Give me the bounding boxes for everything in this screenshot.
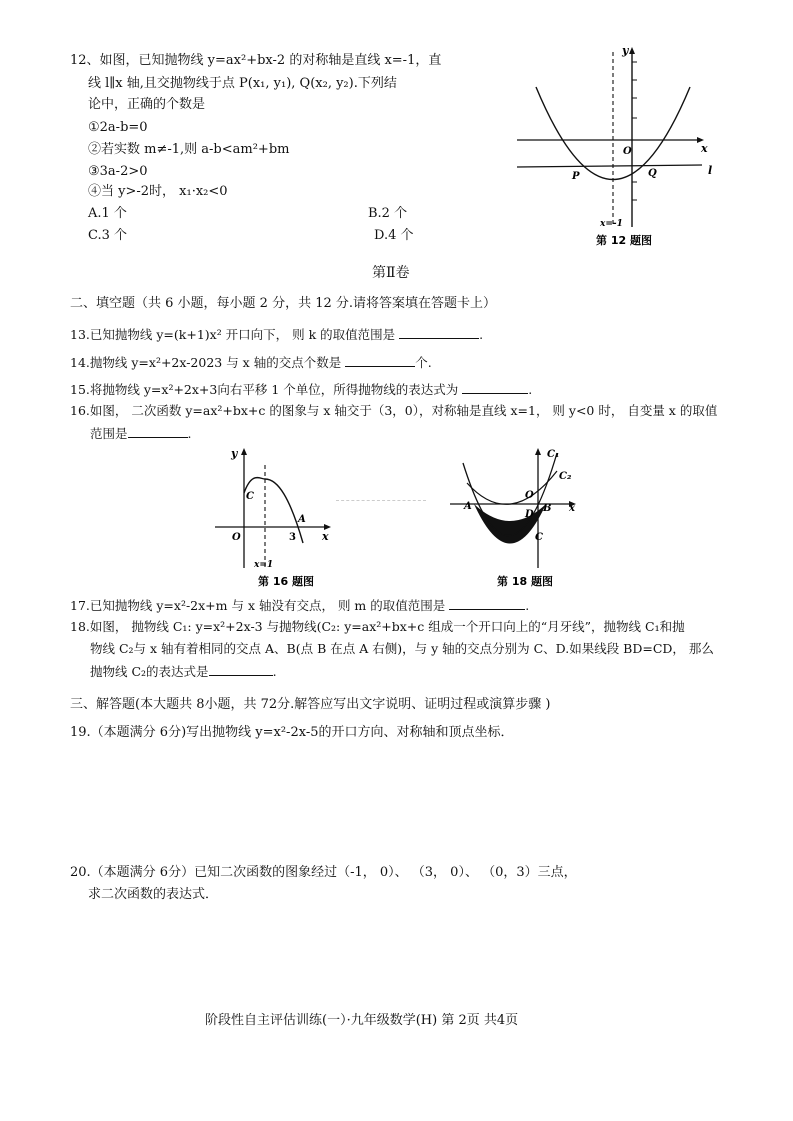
q16-answer-blank[interactable] xyxy=(128,424,188,438)
q14-answer-blank[interactable] xyxy=(345,353,415,367)
q20-line2: 求二次函数的表达式． xyxy=(88,887,219,902)
figure-12 xyxy=(512,42,717,252)
q13-answer-blank[interactable] xyxy=(399,325,479,339)
q12-statement-2: ②若实数 m≠-1,则 a-b<am²+bm xyxy=(88,142,290,157)
q12-statement-1: ①2a-b=0 xyxy=(88,120,148,135)
fig16-caption: 第 16 题图 xyxy=(258,575,314,588)
q17-answer-blank[interactable] xyxy=(449,596,525,610)
q15-answer-blank[interactable] xyxy=(462,380,528,394)
q14-text: 14.抛物线 y=x²+2x-2023 与 x 轴的交点个数是 xyxy=(70,355,342,370)
scan-artifact xyxy=(336,500,426,502)
q18-end: . xyxy=(272,664,277,679)
fig12-y-label: y xyxy=(622,44,629,57)
q16-end: . xyxy=(187,426,192,441)
fig12-l-label: l xyxy=(708,164,713,177)
q12-line3: 论中，正确的个数是 xyxy=(88,97,206,112)
q17-end: . xyxy=(525,598,530,613)
q16-line1: 16.如图， 二次函数 y=ax²+bx+c 的图象与 x 轴交于（3，0），对称轴是直线 x=1， 则 y<0 时， 自变量 x 的取值 xyxy=(70,403,718,418)
q17 xyxy=(70,596,529,614)
fig16-x-label: x xyxy=(322,530,329,543)
fig16-axis-label: x=1 xyxy=(254,560,274,570)
fig12-origin-label: O xyxy=(623,146,632,157)
q20-line1: 20.（本题满分 6分）已知二次函数的图象经过（-1， 0）、 （3， 0）、 （0，3）三点， xyxy=(70,865,577,880)
q16-line2-text: 范围是 xyxy=(90,426,128,441)
q14-end: 个. xyxy=(415,355,432,370)
q12-statement-4: ④当 y>-2时， x₁·x₂<0 xyxy=(88,184,228,199)
q15-text: 15.将抛物线 y=x²+2x+3向右平移 1 个单位，所得抛物线的表达式为 xyxy=(70,382,459,397)
q19: 19.（本题满分 6分)写出抛物线 y=x²-2x-5的开口方向、对称轴和顶点坐标． xyxy=(70,725,514,740)
fig18-c1-label: C₁ xyxy=(547,449,560,460)
fig18-d-label: D xyxy=(525,509,534,520)
fig16-a-label: A xyxy=(298,514,306,525)
q18-line2: 物线 C₂与 x 轴有着相同的交点 A、B(点 B 在点 A 右侧)，与 y 轴的交点分别为 C、D.如果线段 BD=CD， 那么 xyxy=(90,641,714,656)
q18-line1: 18.如图， 抛物线 C₁: y=x²+2x-3 与抛物线(C₂: y=ax²+bx+c 组成一个开口向上的“月牙线”，抛物线 C₁和抛 xyxy=(70,619,685,634)
section-2-heading: 二、填空题（共 6 小题，每小题 2 分，共 12 分.请将答案填在答题卡上） xyxy=(70,296,497,311)
fig12-caption: 第 12 题图 xyxy=(596,234,652,247)
q12-option-b: B.2 个 xyxy=(368,206,408,221)
q13-text: 13.已知抛物线 y=(k+1)x² 开口向下， 则 k 的取值范围是 xyxy=(70,327,396,342)
fig18-caption: 第 18 题图 xyxy=(497,575,553,588)
q12-line2: 线 l∥x 轴,且交抛物线于点 P(x₁, y₁), Q(x₂, y₂).下列结 xyxy=(88,76,397,91)
fig12-q-label: Q xyxy=(648,168,657,179)
fig16-y-label: y xyxy=(231,447,238,460)
fig12-x-label: x xyxy=(701,142,708,155)
fig16-origin-label: O xyxy=(232,532,241,543)
fig18-c2-label: C₂ xyxy=(559,471,572,482)
fig12-p-label: P xyxy=(572,171,580,182)
fig18-origin-label: O xyxy=(525,490,534,501)
q12-statement-3: ③3a-2>0 xyxy=(88,164,148,179)
fig16-c-label: C xyxy=(246,491,254,502)
q18-line3-text: 抛物线 C₂的表达式是 xyxy=(90,664,209,679)
fig18-x-label: x xyxy=(569,503,575,514)
q17-text: 17.已知抛物线 y=x²-2x+m 与 x 轴没有交点， 则 m 的取值范围是 xyxy=(70,598,446,613)
section-3-heading: 三、解答题(本大题共 8小题，共 72分.解答应写出文字说明、证明过程或演算步骤 ) xyxy=(70,697,551,712)
section-2-title: 第Ⅱ卷 xyxy=(372,265,410,281)
figure-18 xyxy=(445,443,590,591)
q14 xyxy=(70,353,432,371)
q12-option-c: C.3 个 xyxy=(88,228,128,243)
q15-end: . xyxy=(528,382,533,397)
q12-option-a: A.1 个 xyxy=(88,206,127,221)
q12-option-d: D.4 个 xyxy=(374,228,414,243)
q12-line1: 12、如图，已知抛物线 y=ax²+bx-2 的对称轴是直线 x=-1，直 xyxy=(70,53,442,68)
fig16-three-label: 3 xyxy=(289,532,296,543)
q18-answer-blank[interactable] xyxy=(209,662,273,676)
q15 xyxy=(70,380,532,398)
q18-line3 xyxy=(90,662,277,680)
figure-16 xyxy=(210,443,340,591)
fig18-c-label: C xyxy=(535,532,543,543)
q13 xyxy=(70,325,483,343)
fig18-a-label: A xyxy=(464,501,472,512)
fig18-b-label: B xyxy=(543,503,552,514)
page-footer: 阶段性自主评估训练(一）·九年级数学(H) 第 2页 共4页 xyxy=(205,1013,519,1028)
q16-line2 xyxy=(90,424,192,442)
fig12-axis-label: x=-1 xyxy=(600,219,623,229)
q13-end: . xyxy=(479,327,484,342)
